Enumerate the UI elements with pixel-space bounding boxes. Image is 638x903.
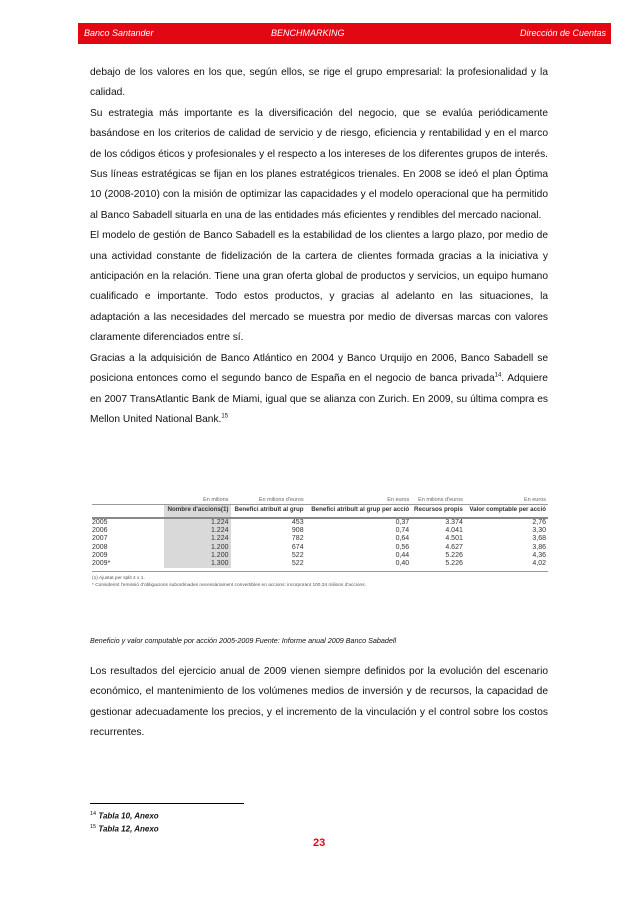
table-cell: 1.300 xyxy=(164,560,231,568)
table-cell: 1.224 xyxy=(164,535,231,543)
page-number: 23 xyxy=(313,837,326,849)
table-cell: 2,76 xyxy=(532,519,546,526)
table-note: (1) Ajustat per split 4 x 1. xyxy=(92,576,145,582)
column-header: Recursos propis xyxy=(411,505,465,519)
unit-label: En euros xyxy=(306,497,412,505)
footnote-text: Tabla 12, Anexo xyxy=(98,824,159,834)
table-cell: 0,37 xyxy=(395,519,410,526)
unit-label: En milions xyxy=(164,497,231,505)
table-cell: 4.501 xyxy=(445,535,463,543)
table-notes xyxy=(92,571,548,589)
paragraph: Los resultados del ejercicio anual de 2009 vienen siempre definidos por la evolución del escenario económico, el mantenimiento de los volúmenes medios de inversión y de recursos, la capacidad de gestionar adecuadamente los precios, y el incremento de la vinculación y el control sobre los costos recurrentes. xyxy=(90,666,548,739)
table-cell: 782 xyxy=(291,535,304,543)
footnote-number: 15 xyxy=(90,824,97,830)
table-cell: 4.041 xyxy=(445,527,463,535)
column-header: Nombre d'accions(1) xyxy=(164,505,231,519)
footnote-14 xyxy=(90,811,159,821)
financial-table-figure xyxy=(92,497,548,601)
table-row xyxy=(92,535,548,543)
table-cell: 908 xyxy=(291,527,304,535)
header-right: Dirección de Cuentas xyxy=(519,28,606,38)
footnote-ref-14[interactable]: 14 xyxy=(494,372,502,379)
footnote-divider xyxy=(90,803,244,804)
body-text-bottom xyxy=(90,662,548,744)
table-cell: 1.224 xyxy=(164,518,231,527)
footnote-ref-15[interactable]: 15 xyxy=(221,413,229,420)
table-row xyxy=(92,560,548,568)
table-row xyxy=(92,552,548,560)
table-cell: 522 xyxy=(291,551,304,559)
table-cell: 3,86 xyxy=(532,543,546,551)
table-row xyxy=(92,544,548,552)
footnote-text: Tabla 10, Anexo xyxy=(98,811,159,821)
table-row xyxy=(92,518,548,527)
table-cell: 3.374 xyxy=(445,519,463,526)
page-header xyxy=(78,23,611,44)
paragraph xyxy=(90,349,548,431)
table-cell: 0,44 xyxy=(395,551,410,559)
row-year: 2007 xyxy=(92,535,108,543)
paragraph-text: Gracias a la adquisición de Banco Atlántico en 2004 y Banco Urquijo en 2006, Banco Sabadell se posiciona entonces como el segundo banco de España en el negocio de banca privada xyxy=(90,352,548,385)
table-cell: 0,64 xyxy=(395,535,410,543)
table-cell: 1.200 xyxy=(164,552,231,560)
footnote-15 xyxy=(90,824,159,834)
table-cell: 5.226 xyxy=(445,551,463,559)
paragraph: debajo de los valores en los que, según ellos, se rige el grupo empresarial: la profesionalidad y la calidad. xyxy=(90,67,548,99)
column-header: Benefici atribuït al grup per acció xyxy=(306,505,412,519)
table-cell: 0,74 xyxy=(395,527,410,535)
column-header: Valor comptable per acció xyxy=(465,505,548,519)
row-year: 2009* xyxy=(92,560,111,568)
header-left: Banco Santander xyxy=(84,28,154,38)
table-cell: 0,56 xyxy=(395,543,410,551)
column-header: Benefici atribuït al grup xyxy=(231,505,306,519)
row-year: 2008 xyxy=(92,543,108,551)
table-cell: 5.226 xyxy=(445,560,463,568)
table-cell: 3,68 xyxy=(532,535,546,543)
unit-label: En milions d'euros xyxy=(231,497,306,505)
unit-label: En euros xyxy=(465,497,548,505)
table-cell: 522 xyxy=(291,560,304,568)
paragraph-text: . Adquiere en 2007 TransAtlantic Bank de Miami, igual que se alianza con Zurich. En 2009, su última compra es Mellon United National Bank. xyxy=(90,373,548,425)
row-year: 2006 xyxy=(92,527,108,535)
table-cell: 674 xyxy=(291,543,304,551)
unit-label: En milions d'euros xyxy=(411,497,465,505)
footnote-number: 14 xyxy=(90,811,97,817)
table-note: * Considerint l'emissió d'obligacions subordinades necessàriament convertibles en accions: incorporant 100,34 milions d'accions. xyxy=(92,583,366,589)
table-cell: 0,40 xyxy=(395,560,410,568)
table-cell: 4,02 xyxy=(532,560,546,568)
table-cell: 4,36 xyxy=(532,551,546,559)
table-cell: 3,30 xyxy=(532,527,546,535)
table-cell: 4.627 xyxy=(445,543,463,551)
table-cell: 453 xyxy=(291,519,304,526)
row-year: 2009 xyxy=(92,551,108,559)
header-center: BENCHMARKING xyxy=(271,28,345,38)
table-row xyxy=(92,527,548,535)
table-cell: 1.224 xyxy=(164,527,231,535)
paragraph: El modelo de gestión de Banco Sabadell es la estabilidad de los clientes a largo plazo, por medio de una actividad constante de fidelización de la cartera de clientes formada gracias a la iniciativa y anticipación en la relación. Tiene una gran oferta global de productos y servicios, un equipo humano cualificado e importante. Todo estos productos, y gracias al adelanto en las situaciones, la adaptación a las necesidades del mercado se muestra por medio de diversas marcas con valores claramente diferenciados entre sí. xyxy=(90,230,548,344)
units-row xyxy=(92,497,548,505)
column-headers xyxy=(92,505,548,519)
table-cell: 1.200 xyxy=(164,544,231,552)
figure-caption: Beneficio y valor computable por acción 2005-2009 Fuente: Informe anual 2009 Banco Sabadell xyxy=(90,636,397,645)
paragraph: Su estrategia más importante es la diversificación del negocio, que se evalúa periódicamente basándose en los criterios de calidad de servicio y de riesgo, eficiencia y rentabilidad y en el marco de los códigos éticos y profesionales y el respecto a los intereses de los diferentes grupos de interés. Sus líneas estratégicas se fijan en los planes estratégicos trienales. En 2008 se ideó el plan Óptima 10 (2008-2010) con la misión de optimizar las capacidades y el modelo operacional que ha permitido al Banco Sabadell situarla en una de las entidades más eficientes y rendibles del mercado nacional. xyxy=(90,107,548,221)
body-text-top xyxy=(90,63,548,430)
row-year: 2005 xyxy=(92,519,108,526)
